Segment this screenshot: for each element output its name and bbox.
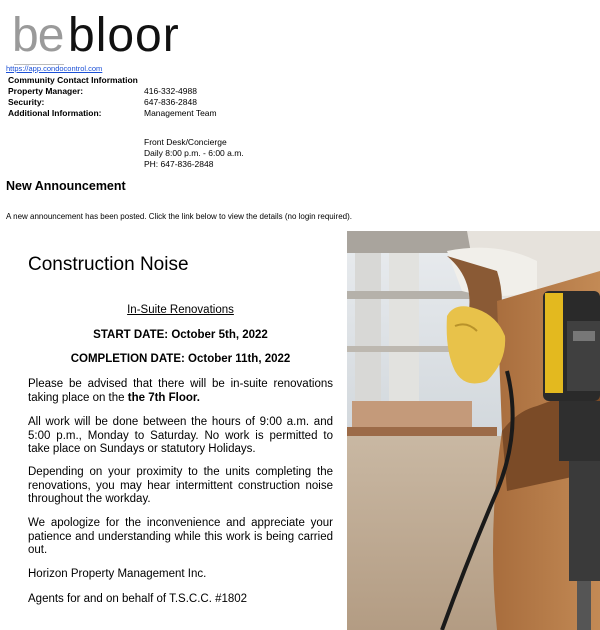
front-desk-info xyxy=(144,137,244,170)
notice-signature-agents: Agents for and on behalf of T.S.C.C. #1802 xyxy=(28,593,248,605)
completion-date: COMPLETION DATE: October 11th, 2022 xyxy=(70,353,291,365)
desk-hours: Daily 8:00 p.m. - 6:00 a.m. xyxy=(144,148,244,158)
contact-row-security xyxy=(8,97,217,108)
notice-paragraph-apology: We apologize for the inconvenience and appreciate your patience and understanding while this work is being carried out. xyxy=(28,517,333,556)
contact-value: 416-332-4988 xyxy=(144,86,197,96)
contact-row-property-manager xyxy=(8,86,217,97)
announcement-heading: New Announcement xyxy=(6,179,126,193)
contact-title: Community Contact Information xyxy=(8,75,138,85)
notice-text: Please be advised that there will be in-suite renovations taking place on the xyxy=(28,378,333,404)
desk-phone: PH: 647-836-2848 xyxy=(144,159,214,169)
contact-value: Management Team xyxy=(144,108,217,118)
notice-title: Construction Noise xyxy=(28,254,189,275)
contact-row-additional xyxy=(8,108,217,119)
contact-info xyxy=(8,75,217,119)
notice-signature-company: Horizon Property Management Inc. xyxy=(28,568,207,580)
notice-paragraph-hours: All work will be done between the hours of 9:00 a.m. and 5:00 p.m., Monday to Saturday. No work is permitted to take place on Sundays or statutory Holidays. xyxy=(28,416,333,455)
contact-label: Security: xyxy=(8,97,45,107)
contact-value: 647-836-2848 xyxy=(144,97,197,107)
construction-worker-photo xyxy=(347,231,600,630)
construction-photo-illustration xyxy=(347,231,600,630)
announcement-intro: A new announcement has been posted. Click the link below to view the details (no login required). xyxy=(6,212,352,221)
condocontrol-link[interactable]: https://app.condocontrol.com xyxy=(6,64,103,73)
contact-label: Additional Information: xyxy=(8,108,102,118)
desk-line: Front Desk/Concierge xyxy=(144,137,227,147)
notice-subtitle: In-Suite Renovations xyxy=(127,304,234,316)
logo-be: be xyxy=(12,9,64,62)
logo-bloor: bloor xyxy=(68,9,180,62)
contact-label: Property Manager: xyxy=(8,86,84,96)
start-date: START DATE: October 5th, 2022 xyxy=(93,329,268,341)
notice-paragraph-location xyxy=(28,378,333,405)
notice-floor: the 7th Floor. xyxy=(127,391,200,404)
notice-paragraph-noise: Depending on your proximity to the units completing the renovations, you may hear intermittent construction noise throughout the workday. xyxy=(28,466,333,505)
